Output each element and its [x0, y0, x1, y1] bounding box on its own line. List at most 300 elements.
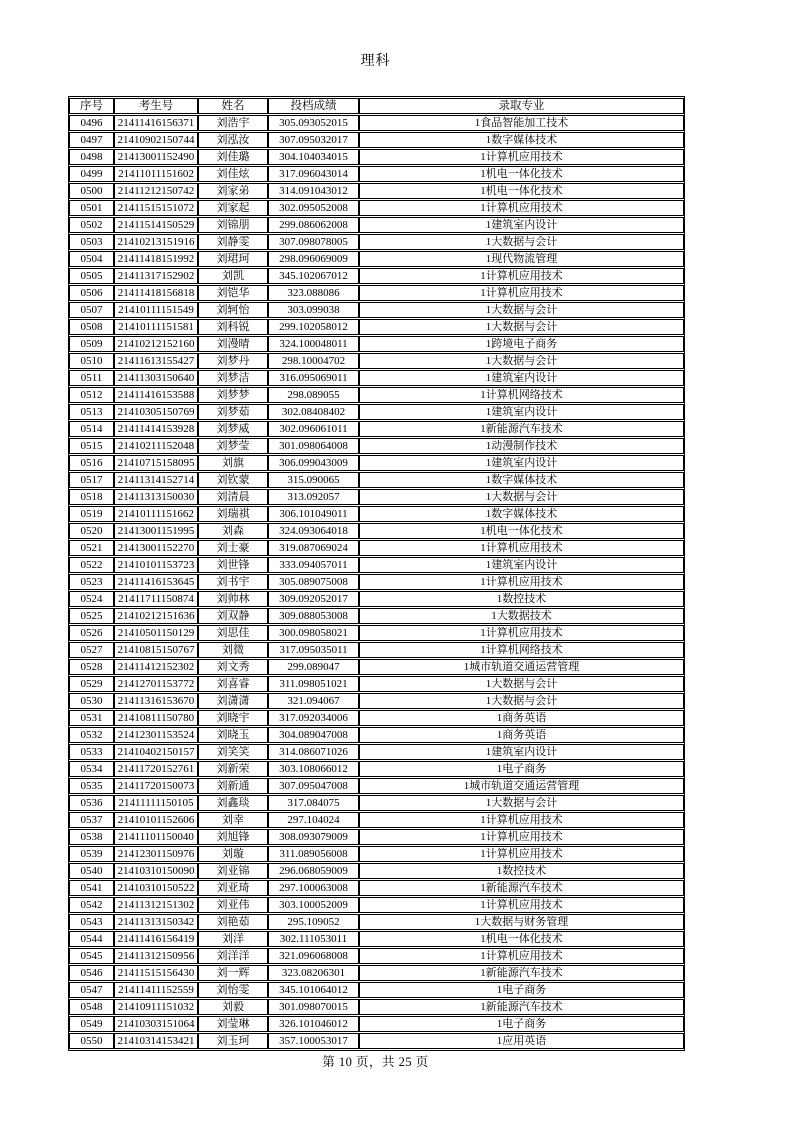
table-cell: 21411416156371	[114, 115, 198, 131]
table-cell: 1数控技术	[359, 863, 684, 879]
table-cell: 21410811150780	[114, 710, 198, 726]
table-cell: 0508	[69, 319, 114, 335]
table-cell: 21411111150105	[114, 795, 198, 811]
table-cell: 0521	[69, 540, 114, 556]
column-header-candidate-number: 考生号	[114, 98, 198, 114]
table-cell: 314.091043012	[268, 183, 359, 199]
table-row	[69, 506, 684, 522]
table-cell: 21410212152160	[114, 336, 198, 352]
table-cell: 21410101152606	[114, 812, 198, 828]
table-cell: 1建筑室内设计	[359, 557, 684, 573]
table-cell: 302.095052008	[268, 200, 359, 216]
table-cell: 0543	[69, 914, 114, 930]
table-cell: 1大数据与会计	[359, 319, 684, 335]
table-cell: 0514	[69, 421, 114, 437]
table-cell: 21411317152902	[114, 268, 198, 284]
table-cell: 323.08206301	[268, 965, 359, 981]
table-cell: 1大数据与会计	[359, 234, 684, 250]
table-cell: 21410911151032	[114, 999, 198, 1015]
table-cell: 刘玉珂	[198, 1033, 268, 1049]
table-row	[69, 744, 684, 760]
table-cell: 刘莹琳	[198, 1016, 268, 1032]
table-cell: 21413001152270	[114, 540, 198, 556]
table-cell: 刘梦梦	[198, 387, 268, 403]
table-cell: 0516	[69, 455, 114, 471]
table-cell: 刘书宇	[198, 574, 268, 590]
table-cell: 308.093079009	[268, 829, 359, 845]
table-cell: 刘梦茹	[198, 404, 268, 420]
table-cell: 21410111151581	[114, 319, 198, 335]
table-cell: 301.098070015	[268, 999, 359, 1015]
page-title: 理科	[360, 54, 391, 69]
table-cell: 21411515156430	[114, 965, 198, 981]
table-cell: 刘家起	[198, 200, 268, 216]
table-cell: 1数字媒体技术	[359, 472, 684, 488]
table-cell: 21412301153524	[114, 727, 198, 743]
table-cell: 刘亚伟	[198, 897, 268, 913]
table-cell: 306.101049011	[268, 506, 359, 522]
table-cell: 刘一辉	[198, 965, 268, 981]
table-cell: 刘锦朋	[198, 217, 268, 233]
table-cell: 0502	[69, 217, 114, 233]
table-cell: 0536	[69, 795, 114, 811]
results-table	[68, 96, 685, 1051]
page-footer: 第 10 页，共 25 页	[322, 1055, 429, 1069]
table-cell: 0506	[69, 285, 114, 301]
table-cell: 0515	[69, 438, 114, 454]
table-cell: 21412301150976	[114, 846, 198, 862]
table-cell: 0507	[69, 302, 114, 318]
table-cell: 1大数据与会计	[359, 795, 684, 811]
table-cell: 刘珺珂	[198, 251, 268, 267]
table-cell: 314.086071026	[268, 744, 359, 760]
table-cell: 刘笑笑	[198, 744, 268, 760]
table-cell: 1计算机应用技术	[359, 285, 684, 301]
table-cell: 1建筑室内设计	[359, 744, 684, 760]
table-cell: 刘新荣	[198, 761, 268, 777]
table-cell: 0518	[69, 489, 114, 505]
table-cell: 21411312150956	[114, 948, 198, 964]
table-cell: 326.101046012	[268, 1016, 359, 1032]
table-cell: 1新能源汽车技术	[359, 421, 684, 437]
table-cell: 刘静雯	[198, 234, 268, 250]
table-row	[69, 591, 684, 607]
table-cell: 0545	[69, 948, 114, 964]
table-cell: 21410213151916	[114, 234, 198, 250]
table-cell: 1应用英语	[359, 1033, 684, 1049]
table-cell: 323.088086	[268, 285, 359, 301]
column-header-name: 姓名	[198, 98, 268, 114]
table-cell: 21411416153588	[114, 387, 198, 403]
table-cell: 0546	[69, 965, 114, 981]
table-cell: 321.096068008	[268, 948, 359, 964]
table-cell: 1计算机应用技术	[359, 897, 684, 913]
table-cell: 0510	[69, 353, 114, 369]
table-cell: 311.098051021	[268, 676, 359, 692]
table-cell: 345.102067012	[268, 268, 359, 284]
table-cell: 刘艳茹	[198, 914, 268, 930]
table-cell: 21411418151992	[114, 251, 198, 267]
table-cell: 0520	[69, 523, 114, 539]
table-cell: 21411212150742	[114, 183, 198, 199]
table-cell: 345.101064012	[268, 982, 359, 998]
table-row	[69, 982, 684, 998]
table-row	[69, 608, 684, 624]
table-cell: 1新能源汽车技术	[359, 965, 684, 981]
table-row	[69, 523, 684, 539]
table-cell: 303.100052009	[268, 897, 359, 913]
table-row	[69, 149, 684, 165]
table-row	[69, 183, 684, 199]
table-row	[69, 914, 684, 930]
table-cell: 刘璇	[198, 846, 268, 862]
table-cell: 21410501150129	[114, 625, 198, 641]
table-row	[69, 217, 684, 233]
table-cell: 1新能源汽车技术	[359, 999, 684, 1015]
table-row	[69, 659, 684, 675]
table-cell: 刘瑞祺	[198, 506, 268, 522]
table-row	[69, 115, 684, 131]
table-row	[69, 965, 684, 981]
table-cell: 303.108066012	[268, 761, 359, 777]
table-cell: 刘世锋	[198, 557, 268, 573]
table-cell: 21410211152048	[114, 438, 198, 454]
table-cell: 303.099038	[268, 302, 359, 318]
table-cell: 21410305150769	[114, 404, 198, 420]
table-cell: 21411314152714	[114, 472, 198, 488]
table-cell: 1机电一体化技术	[359, 183, 684, 199]
table-cell: 1计算机应用技术	[359, 625, 684, 641]
table-cell: 0511	[69, 370, 114, 386]
table-cell: 21410715158095	[114, 455, 198, 471]
table-cell: 1建筑室内设计	[359, 404, 684, 420]
table-cell: 1跨境电子商务	[359, 336, 684, 352]
table-cell: 1大数据与会计	[359, 693, 684, 709]
table-cell: 0538	[69, 829, 114, 845]
table-cell: 1食品智能加工技术	[359, 115, 684, 131]
table-cell: 1计算机应用技术	[359, 268, 684, 284]
table-cell: 刘晓宇	[198, 710, 268, 726]
table-cell: 刘家弟	[198, 183, 268, 199]
table-cell: 21410310150090	[114, 863, 198, 879]
table-row	[69, 931, 684, 947]
table-cell: 21411720152761	[114, 761, 198, 777]
table-cell: 刘士豪	[198, 540, 268, 556]
table-cell: 1电子商务	[359, 1016, 684, 1032]
table-cell: 1计算机应用技术	[359, 149, 684, 165]
table-cell: 0532	[69, 727, 114, 743]
table-cell: 317.084075	[268, 795, 359, 811]
table-cell: 0501	[69, 200, 114, 216]
table-row	[69, 268, 684, 284]
table-cell: 0497	[69, 132, 114, 148]
table-cell: 刘思佳	[198, 625, 268, 641]
table-cell: 300.098058021	[268, 625, 359, 641]
table-cell: 0549	[69, 1016, 114, 1032]
table-header	[69, 98, 684, 114]
table-cell: 0523	[69, 574, 114, 590]
table-cell: 刘清晨	[198, 489, 268, 505]
table-cell: 295.109052	[268, 914, 359, 930]
table-cell: 1机电一体化技术	[359, 523, 684, 539]
table-cell: 21410101153723	[114, 557, 198, 573]
table-cell: 297.104024	[268, 812, 359, 828]
table-cell: 21411303150640	[114, 370, 198, 386]
table-cell: 1计算机应用技术	[359, 540, 684, 556]
table-cell: 21411011151602	[114, 166, 198, 182]
table-cell: 1商务英语	[359, 710, 684, 726]
table-cell: 刘毅	[198, 999, 268, 1015]
table-row	[69, 370, 684, 386]
table-cell: 0519	[69, 506, 114, 522]
table-cell: 1电子商务	[359, 982, 684, 998]
table-cell: 0524	[69, 591, 114, 607]
table-row	[69, 778, 684, 794]
table-cell: 21410212151636	[114, 608, 198, 624]
table-body	[69, 115, 684, 1049]
table-cell: 1计算机应用技术	[359, 200, 684, 216]
table-cell: 299.102058012	[268, 319, 359, 335]
table-cell: 0539	[69, 846, 114, 862]
table-cell: 305.089075008	[268, 574, 359, 590]
table-cell: 1大数据与会计	[359, 676, 684, 692]
table-cell: 刘帅林	[198, 591, 268, 607]
table-cell: 316.095069011	[268, 370, 359, 386]
table-cell: 0500	[69, 183, 114, 199]
table-row	[69, 795, 684, 811]
table-cell: 1建筑室内设计	[359, 370, 684, 386]
table-cell: 0529	[69, 676, 114, 692]
table-cell: 刘梦威	[198, 421, 268, 437]
table-cell: 21411720150073	[114, 778, 198, 794]
table-row	[69, 166, 684, 182]
table-cell: 21411313150030	[114, 489, 198, 505]
table-cell: 304.089047008	[268, 727, 359, 743]
table-cell: 1新能源汽车技术	[359, 880, 684, 896]
table-cell: 0527	[69, 642, 114, 658]
table-cell: 刘科锐	[198, 319, 268, 335]
table-cell: 1城市轨道交通运营管理	[359, 659, 684, 675]
table-cell: 21410303151064	[114, 1016, 198, 1032]
table-cell: 刘喜睿	[198, 676, 268, 692]
table-cell: 刘洋洋	[198, 948, 268, 964]
table-cell: 21411101150040	[114, 829, 198, 845]
table-row	[69, 132, 684, 148]
table-cell: 21411416156419	[114, 931, 198, 947]
table-cell: 刘亚锦	[198, 863, 268, 879]
table-cell: 317.096043014	[268, 166, 359, 182]
table-cell: 307.095047008	[268, 778, 359, 794]
table-cell: 321.094067	[268, 693, 359, 709]
table-cell: 21412701153772	[114, 676, 198, 692]
table-cell: 306.099043009	[268, 455, 359, 471]
table-cell: 0542	[69, 897, 114, 913]
table-row	[69, 540, 684, 556]
table-cell: 1数字媒体技术	[359, 132, 684, 148]
table-row	[69, 846, 684, 862]
table-cell: 0498	[69, 149, 114, 165]
table-cell: 0530	[69, 693, 114, 709]
table-cell: 0513	[69, 404, 114, 420]
table-cell: 0534	[69, 761, 114, 777]
table-cell: 刘浩宇	[198, 115, 268, 131]
table-row	[69, 319, 684, 335]
table-cell: 0544	[69, 931, 114, 947]
table-cell: 1计算机应用技术	[359, 829, 684, 845]
table-cell: 0517	[69, 472, 114, 488]
table-cell: 0531	[69, 710, 114, 726]
table-row	[69, 234, 684, 250]
table-cell: 315.090065	[268, 472, 359, 488]
table-cell: 307.095032017	[268, 132, 359, 148]
table-row	[69, 387, 684, 403]
table-cell: 21411316153670	[114, 693, 198, 709]
table-cell: 357.100053017	[268, 1033, 359, 1049]
table-cell: 21411414153928	[114, 421, 198, 437]
table-cell: 刘亚琦	[198, 880, 268, 896]
table-cell: 324.093064018	[268, 523, 359, 539]
table-cell: 0547	[69, 982, 114, 998]
table-cell: 1现代物流管理	[359, 251, 684, 267]
table-cell: 21410902150744	[114, 132, 198, 148]
table-cell: 301.098064008	[268, 438, 359, 454]
table-row	[69, 812, 684, 828]
table-cell: 21413001151995	[114, 523, 198, 539]
table-row	[69, 676, 684, 692]
table-cell: 0496	[69, 115, 114, 131]
table-cell: 1电子商务	[359, 761, 684, 777]
table-cell: 1机电一体化技术	[359, 166, 684, 182]
table-cell: 1商务英语	[359, 727, 684, 743]
table-row	[69, 829, 684, 845]
table-cell: 21410111151549	[114, 302, 198, 318]
table-cell: 319.087069024	[268, 540, 359, 556]
table-cell: 刘梦丹	[198, 353, 268, 369]
table-cell: 刘泓汝	[198, 132, 268, 148]
table-cell: 1计算机应用技术	[359, 812, 684, 828]
table-cell: 21411313150342	[114, 914, 198, 930]
table-cell: 1计算机网络技术	[359, 387, 684, 403]
table-cell: 0533	[69, 744, 114, 760]
table-cell: 1大数据与会计	[359, 489, 684, 505]
table-row	[69, 489, 684, 505]
table-cell: 324.100048011	[268, 336, 359, 352]
table-cell: 1建筑室内设计	[359, 217, 684, 233]
table-cell: 1大数据与会计	[359, 353, 684, 369]
table-cell: 298.10004702	[268, 353, 359, 369]
table-cell: 21411411152559	[114, 982, 198, 998]
table-cell: 1城市轨道交通运营管理	[359, 778, 684, 794]
table-cell: 1动漫制作技术	[359, 438, 684, 454]
table-row	[69, 251, 684, 267]
table-row	[69, 693, 684, 709]
table-cell: 刘旗	[198, 455, 268, 471]
table-cell: 21410815150767	[114, 642, 198, 658]
table-cell: 21411515151072	[114, 200, 198, 216]
table-cell: 305.093052015	[268, 115, 359, 131]
table-cell: 1大数据与财务管理	[359, 914, 684, 930]
table-cell: 311.089056008	[268, 846, 359, 862]
table-cell: 刘佳璐	[198, 149, 268, 165]
table-cell: 0509	[69, 336, 114, 352]
table-cell: 333.094057011	[268, 557, 359, 573]
table-row	[69, 472, 684, 488]
table-cell: 317.092034006	[268, 710, 359, 726]
table-cell: 1数控技术	[359, 591, 684, 607]
table-cell: 296.068059009	[268, 863, 359, 879]
table-row	[69, 999, 684, 1015]
table-cell: 298.096069009	[268, 251, 359, 267]
table-cell: 0540	[69, 863, 114, 879]
table-cell: 刘铠华	[198, 285, 268, 301]
table-cell: 298.089055	[268, 387, 359, 403]
table-row	[69, 557, 684, 573]
column-header-serial: 序号	[69, 98, 114, 114]
table-cell: 299.086062008	[268, 217, 359, 233]
table-row	[69, 353, 684, 369]
table-row	[69, 1016, 684, 1032]
table-row	[69, 642, 684, 658]
table-row	[69, 421, 684, 437]
column-header-major: 录取专业	[359, 98, 684, 114]
table-cell: 1大数据技术	[359, 608, 684, 624]
table-cell: 0535	[69, 778, 114, 794]
table-cell: 刘新通	[198, 778, 268, 794]
table-cell: 21411412152302	[114, 659, 198, 675]
table-cell: 302.096061011	[268, 421, 359, 437]
table-cell: 21411514150529	[114, 217, 198, 233]
table-row	[69, 455, 684, 471]
table-row	[69, 1033, 684, 1049]
table-row	[69, 727, 684, 743]
table-cell: 刘森	[198, 523, 268, 539]
table-cell: 刘幸	[198, 812, 268, 828]
table-cell: 21411416153645	[114, 574, 198, 590]
table-cell: 21411418156818	[114, 285, 198, 301]
table-cell: 刘梦洁	[198, 370, 268, 386]
column-header-score: 投档成绩	[268, 98, 359, 114]
table-cell: 1计算机应用技术	[359, 948, 684, 964]
table-cell: 0504	[69, 251, 114, 267]
table-cell: 309.092052017	[268, 591, 359, 607]
table-cell: 0499	[69, 166, 114, 182]
table-cell: 21410402150157	[114, 744, 198, 760]
table-row	[69, 200, 684, 216]
table-cell: 21410310150522	[114, 880, 198, 896]
table-cell: 1数字媒体技术	[359, 506, 684, 522]
table-row	[69, 625, 684, 641]
table-cell: 0512	[69, 387, 114, 403]
table-cell: 304.104034015	[268, 149, 359, 165]
table-cell: 21413001152490	[114, 149, 198, 165]
table-row	[69, 880, 684, 896]
table-cell: 0528	[69, 659, 114, 675]
table-row	[69, 404, 684, 420]
table-cell: 刘潇潇	[198, 693, 268, 709]
table-cell: 21411613155427	[114, 353, 198, 369]
table-cell: 刘晓玉	[198, 727, 268, 743]
table-row	[69, 302, 684, 318]
table-cell: 0550	[69, 1033, 114, 1049]
table-cell: 刘怡雯	[198, 982, 268, 998]
table-cell: 0505	[69, 268, 114, 284]
table-cell: 刘旭锋	[198, 829, 268, 845]
table-cell: 307.098078005	[268, 234, 359, 250]
table-cell: 1建筑室内设计	[359, 455, 684, 471]
table-cell: 0522	[69, 557, 114, 573]
table-cell: 刘文秀	[198, 659, 268, 675]
table-cell: 1机电一体化技术	[359, 931, 684, 947]
